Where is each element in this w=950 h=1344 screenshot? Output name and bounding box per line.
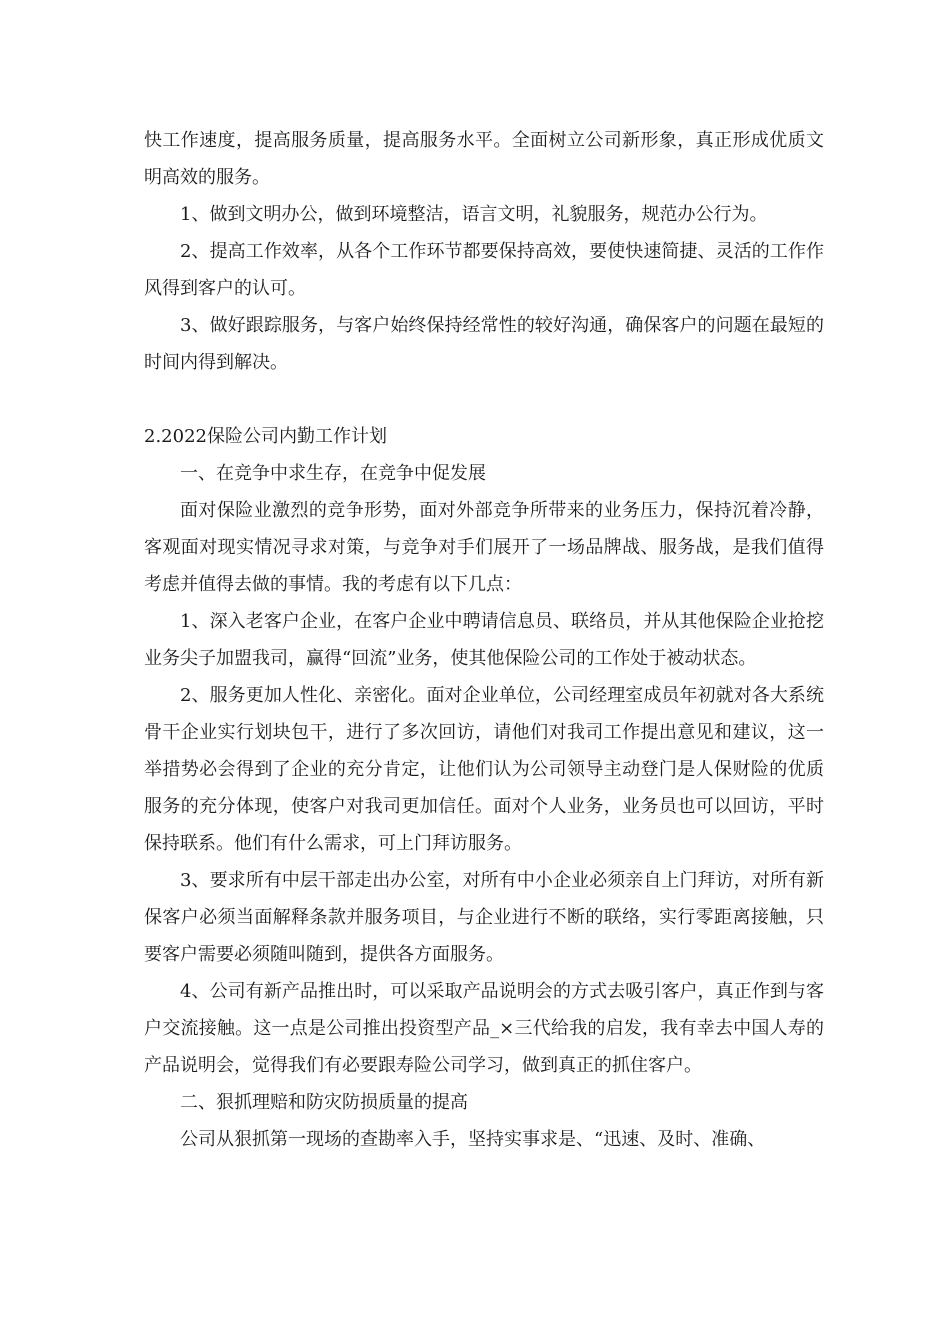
paragraph-intro: 面对保险业激烈的竞争形势，面对外部竞争所带来的业务压力，保持沉着冷静，客观面对现实情况寻求对策，与竞争对手们展开了一场品牌战、服务战，是我们值得考虑并值得去做的事情。我的考虑有以下几点： (144, 500, 824, 595)
list-item: 3、要求所有中层干部走出办公室，对所有中小企业必须亲自上门拜访，对所有新保客户必须当面解释条款并服务项目，与企业进行不断的联络，实行零距离接触，只要客户需要必须随叫随到，提供各方面服务。 (144, 870, 824, 965)
list-item: 1、深入老客户企业，在客户企业中聘请信息员、联络员，并从其他保险企业抢挖业务尖子加盟我司，赢得“回流”业务，使其他保险公司的工作处于被动状态。 (144, 611, 824, 669)
list-item: 2、提高工作效率，从各个工作环节都要保持高效，要使快速简捷、灵活的工作作风得到客户的认可。 (144, 241, 824, 299)
paragraph-continuation: 快工作速度，提高服务质量，提高服务水平。全面树立公司新形象，真正形成优质文明高效的服务。 (144, 130, 824, 188)
paragraph-intro: 公司从狠抓第一现场的查勘率入手，坚持实事求是、“迅速、及时、准确、 (180, 1129, 766, 1150)
document-body (144, 122, 824, 1158)
subsection-heading: 二、狠抓理赔和防灾防损质量的提高 (180, 1092, 468, 1113)
section-title: 2.2022保险公司内勤工作计划 (144, 426, 387, 447)
subsection-heading: 一、在竞争中求生存，在竞争中促发展 (180, 463, 486, 484)
list-item: 2、服务更加人性化、亲密化。面对企业单位，公司经理室成员年初就对各大系统骨干企业实行划块包干，进行了多次回访，请他们对我司工作提出意见和建议，这一举措势必会得到了企业的充分肯定，让他们认为公司领导主动登门是人保财险的优质服务的充分体现，使客户对我司更加信任。面对个人业务，业务员也可以回访，平时保持联系。他们有什么需求，可上门拜访服务。 (144, 685, 824, 854)
list-item: 4、公司有新产品推出时，可以采取产品说明会的方式去吸引客户，真正作到与客户交流接触。这一点是公司推出投资型产品_×三代给我的启发，我有幸去中国人寿的产品说明会，觉得我们有必要跟寿险公司学习，做到真正的抓住客户。 (144, 981, 824, 1076)
list-item: 3、做好跟踪服务，与客户始终保持经常性的较好沟通，确保客户的问题在最短的时间内得到解决。 (144, 315, 824, 373)
section-spacer (144, 381, 824, 418)
list-item: 1、做到文明办公，做到环境整洁，语言文明，礼貌服务，规范办公行为。 (180, 204, 768, 225)
